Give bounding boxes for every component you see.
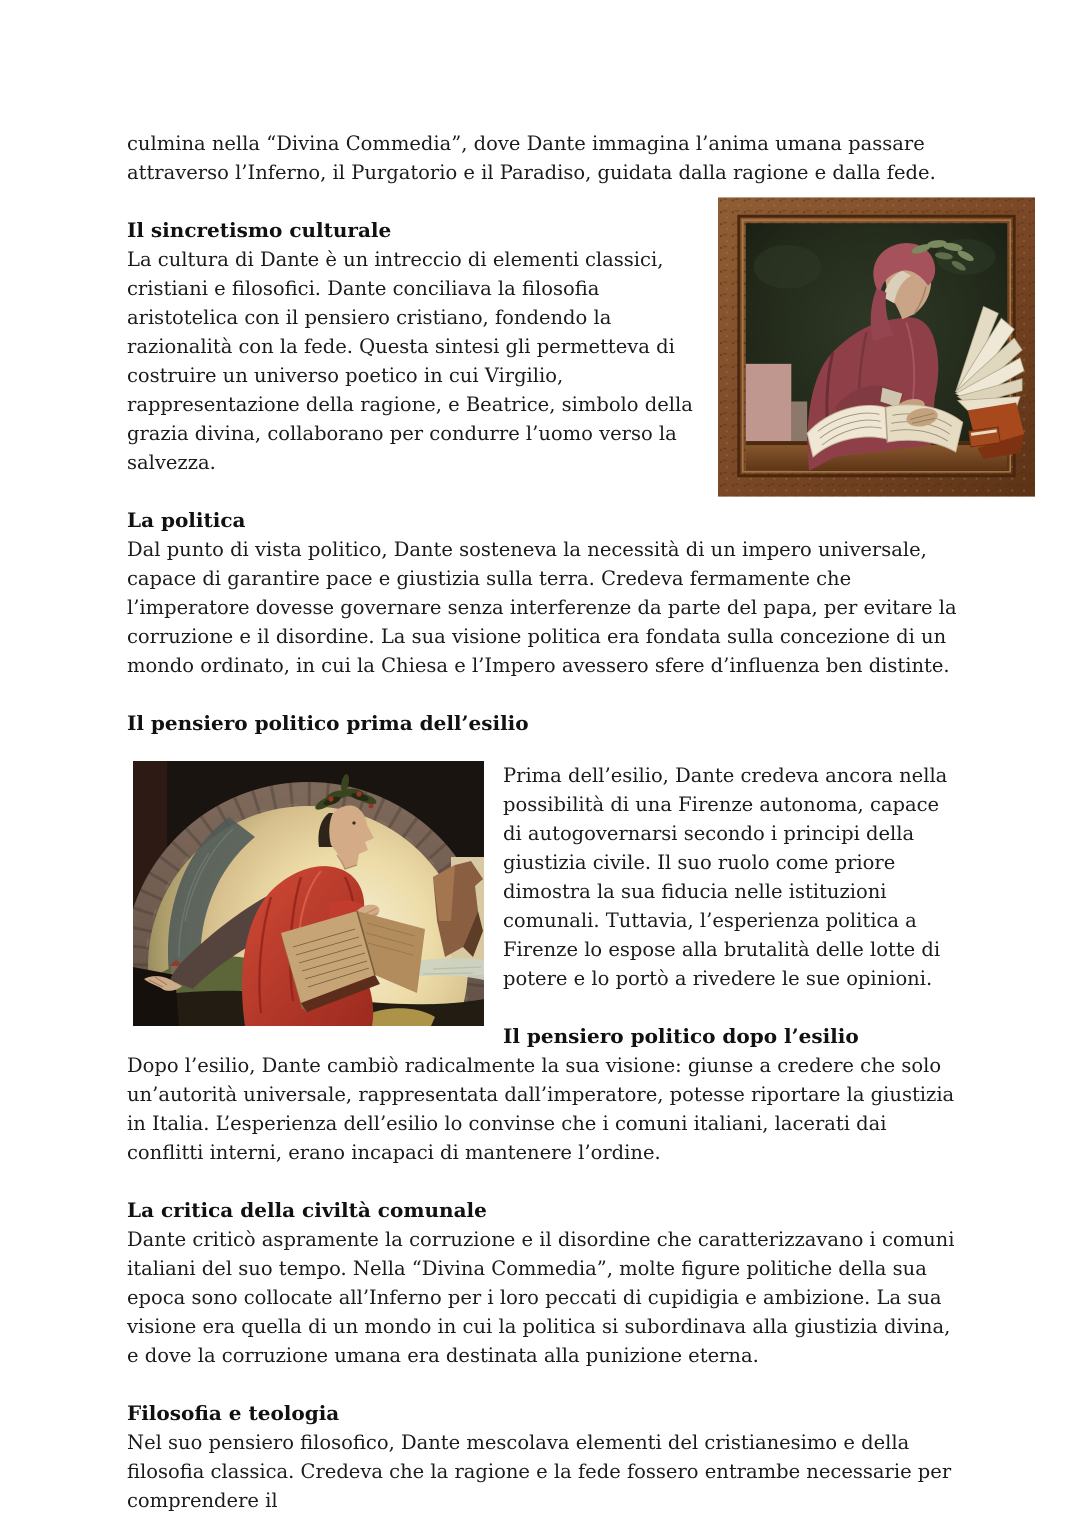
dante-allegorical-portrait-image — [133, 761, 484, 1026]
section-paragraph-prima-esilio: Prima dell’esilio, Dante credeva ancora nella possibilità di una Firenze autonoma, capace di autogovernarsi secondo i principi della giustizia civile. Il suo ruolo come priore dimostra la sua fiducia nelle istituzioni comunali. Tuttavia, l’esperienza politica a Firenze lo espose alla brutalità delle lotte di potere e lo portò a rivedere le sue opinioni. — [503, 764, 948, 990]
paragraph-intro: culmina nella “Divina Commedia”, dove Dante immagina l’anima umana passare attraverso l’Inferno, il Purgatorio e il Paradiso, guidata dalla ragione e dalla fede. — [127, 132, 936, 184]
section-paragraph-sincretismo: La cultura di Dante è un intreccio di elementi classici, cristiani e filosofici. Dante conciliava la filosofia aristotelica con il pensiero cristiano, fondendo la razionalità con la fede. Questa sintesi gli permetteva di costruire un universo poetico in cui Virgilio, rappresentazione della ragione, e Beatrice, simbolo della grazia divina, collaborano per condurre l’uomo verso la salvezza. — [127, 248, 693, 474]
section-paragraph-filosofia: Nel suo pensiero filosofico, Dante mescolava elementi del cristianesimo e della filosofia classica. Credeva che la ragione e la fede fossero entrambe necessarie per comprendere il — [127, 1431, 952, 1512]
section-paragraph-dopo-esilio: Dopo l’esilio, Dante cambiò radicalmente la sua visione: giunse a credere che solo un’autorità universale, rappresentata dall’imperatore, potesse riportare la giustizia in Italia. L’esperienza dell’esilio lo convinse che i comuni italiani, lacerati dai conflitti interni, erano incapaci di mantenere l’ordine. — [127, 1054, 955, 1164]
section-heading-politica: La politica — [127, 508, 246, 532]
section-heading-sincretismo: Il sincretismo culturale — [127, 218, 392, 242]
section-heading-dopo-esilio: Il pensiero politico dopo l’esilio — [503, 1024, 859, 1048]
section-heading-prima-esilio: Il pensiero politico prima dell’esilio — [127, 711, 529, 735]
section-filosofia — [127, 1399, 958, 1515]
dante-allegory-illustration — [133, 761, 484, 1026]
section-paragraph-politica: Dal punto di vista politico, Dante sosteneva la necessità di un impero universale, capace di garantire pace e giustizia sulla terra. Credeva fermamente che l’imperatore dovesse governare senza interferenze da parte del papa, per evitare la corruzione e il disordine. La sua visione politica era fondata sulla concezione di un mondo ordinato, in cui la Chiesa e l’Impero avessero sfere d’influenza ben distinte. — [127, 538, 957, 677]
section-politica — [127, 506, 958, 680]
section-heading-filosofia: Filosofia e teologia — [127, 1401, 340, 1425]
dante-fresco-illustration — [718, 196, 1035, 498]
section-critica — [127, 1196, 958, 1370]
section-heading-critica: La critica della civiltà comunale — [127, 1198, 487, 1222]
dante-fresco-portrait-image — [718, 196, 1035, 498]
section-paragraph-critica: Dante criticò aspramente la corruzione e il disordine che caratterizzavano i comuni italiani del suo tempo. Nella “Divina Commedia”, molte figure politiche della sua epoca sono collocate all’Inferno per i loro peccati di cupidigia e ambizione. La sua visione era quella di un mondo in cui la politica si subordinava alla giustizia divina, e dove la corruzione umana era destinata alla punizione eterna. — [127, 1228, 955, 1367]
